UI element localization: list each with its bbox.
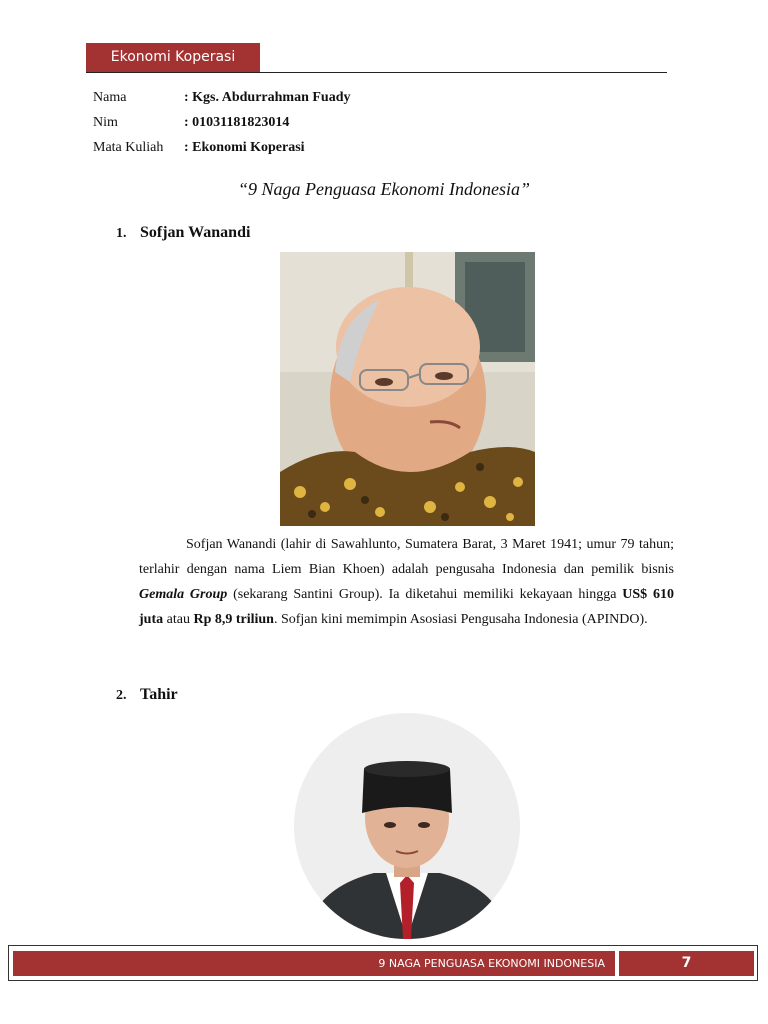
bio-wealth-usd: US$ 610 juta xyxy=(139,587,674,627)
sofjan-wanandi-bio xyxy=(139,532,674,632)
header-rule xyxy=(86,72,667,73)
tahir-photo xyxy=(294,713,520,939)
section-heading-tahir xyxy=(116,686,178,704)
info-label: Nama xyxy=(93,90,127,105)
section-number: 2. xyxy=(116,688,127,703)
info-row-nama xyxy=(93,90,350,106)
footer-title: 9 NAGA PENGUASA EKONOMI INDONESIA xyxy=(13,951,615,976)
section-heading-sofjan-wanandi xyxy=(116,224,250,242)
bio-text: (sekarang Santini Group). Ia diketahui memiliki kekayaan hingga xyxy=(227,587,623,602)
header-tab: Ekonomi Koperasi xyxy=(86,43,260,72)
section-name: Sofjan Wanandi xyxy=(140,224,251,241)
info-row-mata-kuliah xyxy=(93,140,305,156)
sofjan-wanandi-photo xyxy=(280,252,535,526)
info-value: : Ekonomi Koperasi xyxy=(184,140,305,155)
bio-text: Sofjan Wanandi (lahir di Sawahlunto, Sumatera Barat, 3 Maret 1941; umur 79 tahun; terlahir dengan nama Liem Bian Khoen) adalah pengusaha Indonesia dan pemilik bisnis xyxy=(139,537,674,577)
bio-text: atau xyxy=(163,612,194,627)
bio-wealth-idr: Rp 8,9 triliun xyxy=(193,612,274,627)
section-number: 1. xyxy=(116,226,127,241)
page-number: 7 xyxy=(619,951,754,976)
bio-company: Gemala Group xyxy=(139,587,228,602)
info-row-nim xyxy=(93,115,289,131)
document-title: “9 Naga Penguasa Ekonomi Indonesia” xyxy=(238,179,530,199)
info-label: Nim xyxy=(93,115,118,130)
info-label: Mata Kuliah xyxy=(93,140,164,155)
bio-text: . Sofjan kini memimpin Asosiasi Pengusaha Indonesia (APINDO). xyxy=(273,612,648,627)
info-value: : 01031181823014 xyxy=(184,115,290,130)
section-name: Tahir xyxy=(140,686,178,703)
info-value: : Kgs. Abdurrahman Fuady xyxy=(184,90,351,105)
